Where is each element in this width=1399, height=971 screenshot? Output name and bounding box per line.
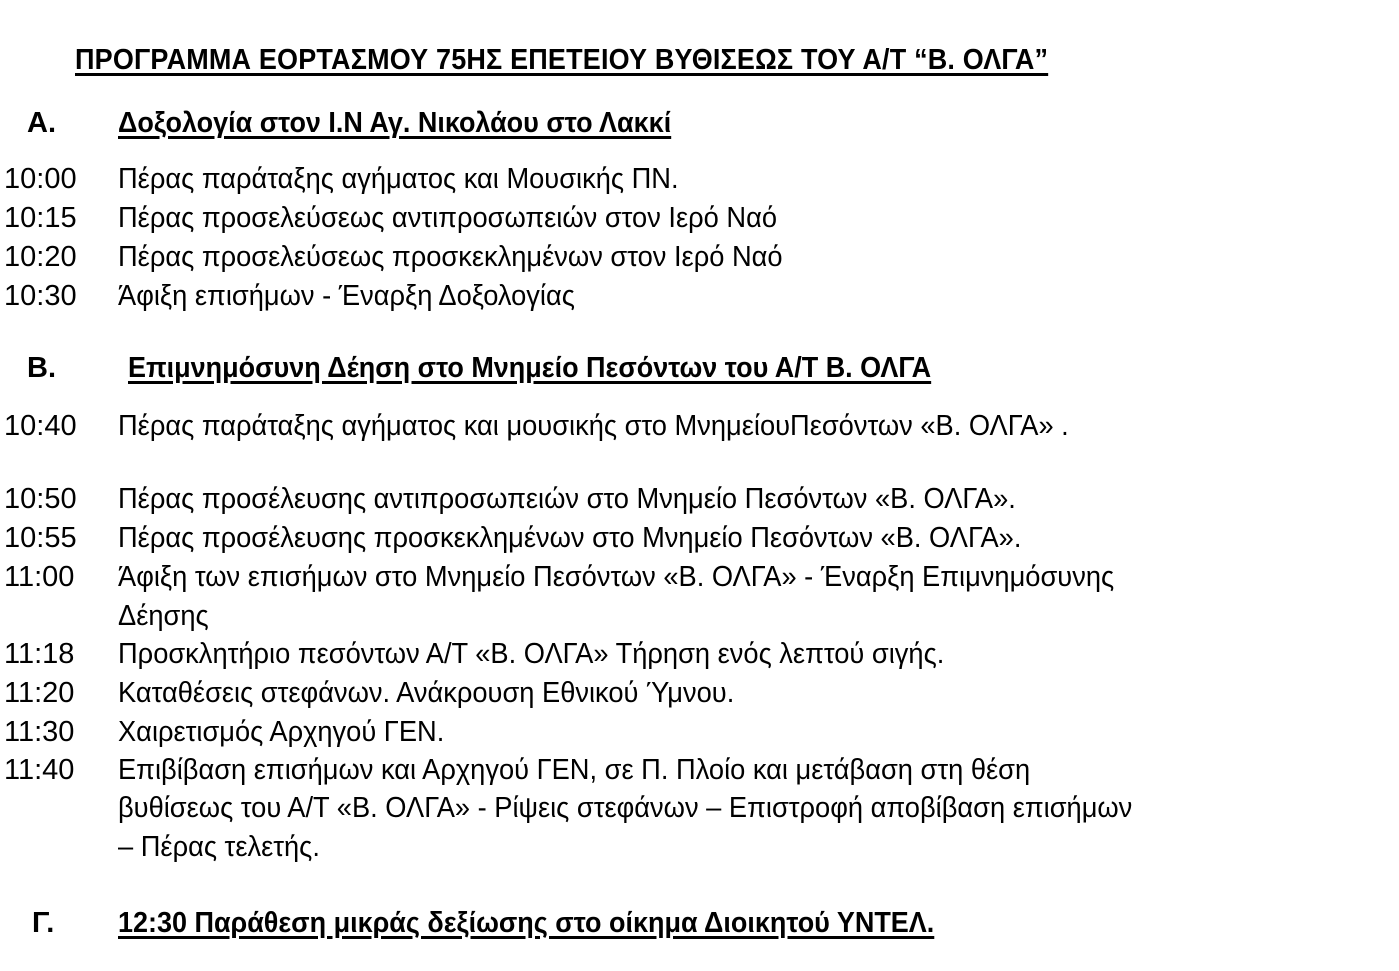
row-text: Πέρας προσελεύσεως προσκεκλημένων στον Ιερό Ναό: [118, 241, 783, 273]
row-time: 10:40: [4, 410, 77, 442]
row-time: 10:20: [4, 241, 77, 273]
row-text: Επιβίβαση επισήμων και Αρχηγού ΓΕΝ, σε Π. Πλοίο και μετάβαση στη θέση: [118, 754, 1031, 786]
row-time: 11:30: [4, 716, 75, 748]
row-text: Πέρας προσέλευσης προσκεκλημένων στο Μνημείο Πεσόντων «Β. ΟΛΓΑ».: [118, 522, 1022, 554]
section-heading: 12:30 Παράθεση μικράς δεξίωσης στο οίκημα Διοικητού ΥΝΤΕΛ.: [118, 907, 935, 939]
row-text: Άφιξη επισήμων - Έναρξη Δοξολογίας: [118, 280, 575, 312]
section-letter: Γ.: [32, 907, 55, 939]
row-time: 10:30: [4, 280, 77, 312]
row-text: Καταθέσεις στεφάνων. Ανάκρουση Εθνικού Ύμνου.: [118, 677, 735, 709]
document-title: ΠΡΟΓΡΑΜΜΑ ΕΟΡΤΑΣΜΟΥ 75ΗΣ ΕΠΕΤΕΙΟΥ ΒΥΘΙΣΕΩΣ ΤΟΥ Α/Τ “Β. ΟΛΓΑ”: [75, 44, 1049, 76]
row-time: 10:50: [4, 483, 77, 515]
row-text: Πέρας προσέλευσης αντιπροσωπειών στο Μνημείο Πεσόντων «Β. ΟΛΓΑ».: [118, 483, 1016, 515]
section-heading: Δοξολογία στον Ι.Ν Αγ. Νικολάου στο Λακκί: [118, 107, 672, 139]
row-time: 11:18: [4, 638, 75, 670]
row-time: 10:00: [4, 163, 77, 195]
row-time: 11:40: [4, 754, 75, 786]
row-time: 10:55: [4, 522, 77, 554]
row-text-continued: – Πέρας τελετής.: [118, 831, 320, 863]
row-text: Πέρας παράταξης αγήματος και μουσικής στο ΜνημείουΠεσόντων «Β. ΟΛΓΑ» .: [118, 410, 1069, 442]
row-text-continued: βυθίσεως του Α/Τ «Β. ΟΛΓΑ» - Ρίψεις στεφάνων – Επιστροφή αποβίβαση επισήμων: [118, 792, 1133, 824]
row-text: Άφιξη των επισήμων στο Μνημείο Πεσόντων «Β. ΟΛΓΑ» - Έναρξη Επιμνημόσυνης: [118, 561, 1115, 593]
row-text-continued: Δέησης: [118, 600, 209, 632]
section-letter: Α.: [27, 107, 56, 139]
row-text: Πέρας παράταξης αγήματος και Μουσικής ΠΝ.: [118, 163, 679, 195]
row-text: Χαιρετισμός Αρχηγού ΓΕΝ.: [118, 716, 445, 748]
row-time: 11:00: [4, 561, 75, 593]
row-time: 10:15: [4, 202, 77, 234]
row-time: 11:20: [4, 677, 75, 709]
row-text: Προσκλητήριο πεσόντων Α/Τ «Β. ΟΛΓΑ» Τήρηση ενός λεπτού σιγής.: [118, 638, 945, 670]
section-letter: Β.: [27, 352, 56, 384]
section-heading: Επιμνημόσυνη Δέηση στο Μνημείο Πεσόντων του Α/Τ Β. ΟΛΓΑ: [128, 352, 932, 384]
row-text: Πέρας προσελεύσεως αντιπροσωπειών στον Ιερό Ναό: [118, 202, 777, 234]
